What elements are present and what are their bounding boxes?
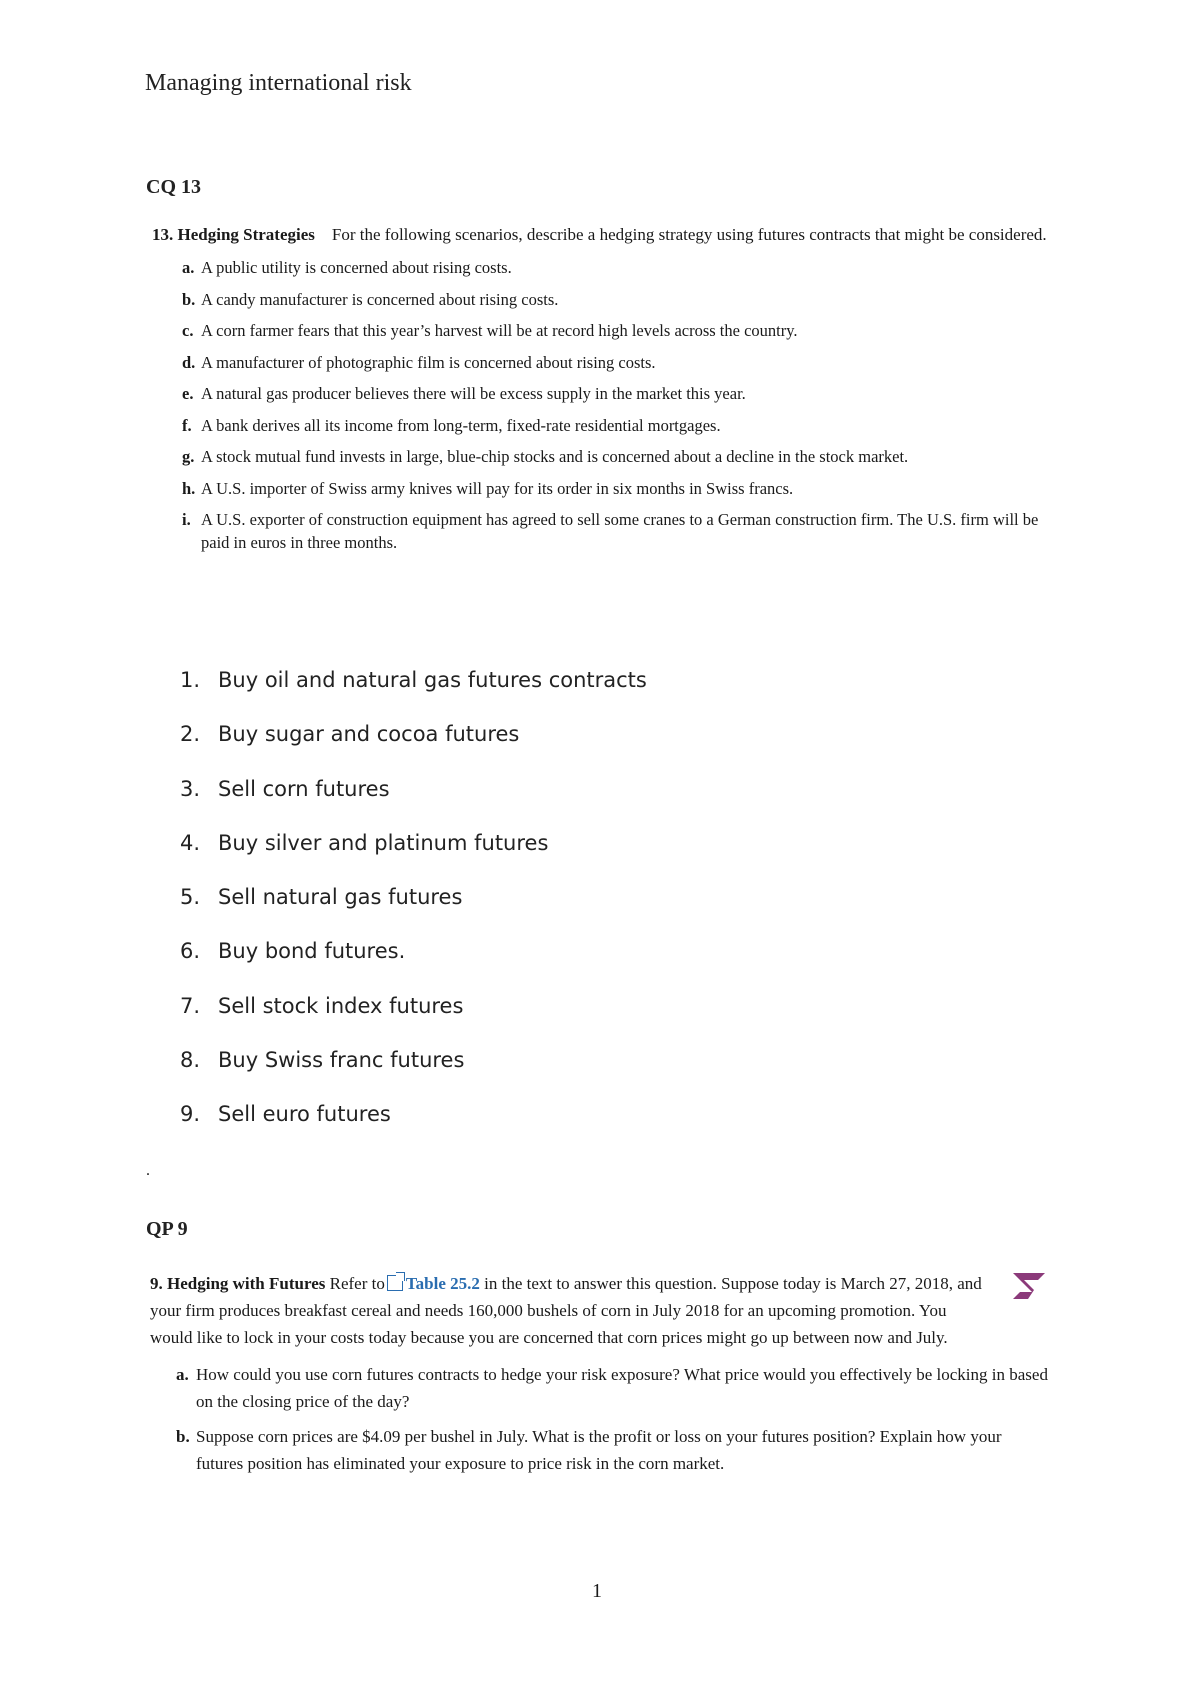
scenario-text: A manufacturer of photographic film is concerned about rising costs. (201, 352, 656, 372)
scenario-letter: i. (182, 510, 191, 529)
answer-text: Buy sugar and cocoa futures (218, 722, 520, 747)
subquestion-text: How could you use corn futures contracts to hedge your risk exposure? What price would you effectively be locking in based on the closing price of the day? (196, 1365, 1048, 1411)
scenario-item (182, 382, 1062, 405)
subquestion-list (150, 1361, 1050, 1477)
section-heading-cq13: CQ 13 (146, 176, 201, 198)
answer-text: Sell natural gas futures (218, 885, 463, 910)
scenario-letter: g. (182, 447, 195, 466)
question-text-rest: 27, 2018, and your firm produces breakfast cereal and needs 160,000 bushels of corn in July 2018 for an upcoming promotion. You would like to lock in your costs today because you are concerned that corn prices might go up between now and July. (150, 1274, 982, 1347)
scenario-item (182, 288, 1062, 311)
answer-item (180, 666, 647, 720)
answer-item (180, 883, 647, 937)
scenario-letter: a. (182, 258, 195, 277)
question-title: Hedging Strategies (177, 225, 315, 244)
scenario-letter: f. (182, 415, 192, 435)
scenario-text: A bank derives all its income from long-term, fixed-rate residential mortgages. (201, 415, 721, 435)
scenario-text: A corn farmer fears that this year’s harvest will be at record high levels across the country. (201, 321, 798, 340)
subquestion-letter: b. (176, 1427, 190, 1446)
answer-text: Sell corn futures (218, 776, 390, 801)
question-9 (150, 1270, 1050, 1485)
scenario-text: A U.S. importer of Swiss army knives will pay for its order in six months in Swiss francs. (201, 478, 794, 498)
answer-item (180, 720, 647, 774)
answer-text: Buy bond futures. (218, 939, 406, 964)
document-title: Managing international risk (145, 70, 412, 96)
answer-text: Sell euro futures (218, 1102, 391, 1127)
answer-text: Buy silver and platinum futures (218, 830, 549, 855)
scenario-item (182, 256, 1062, 279)
answer-text: Buy Swiss franc futures (218, 1048, 465, 1073)
answer-number: 8. (180, 1048, 201, 1073)
scenario-letter: c. (182, 321, 194, 340)
trailing-mark: . (146, 1162, 150, 1179)
scenario-item (182, 477, 1062, 500)
answer-text: Sell stock index futures (218, 993, 464, 1018)
scenario-text: A public utility is concerned about rising costs. (201, 258, 512, 277)
table-link[interactable]: Table 25.2 (405, 1274, 480, 1293)
question-number: 9. (150, 1274, 163, 1293)
scenario-text: A candy manufacturer is concerned about rising costs. (201, 289, 559, 309)
answer-number: 2. (180, 722, 201, 747)
scenario-item (182, 445, 1062, 468)
question-13-stem (152, 222, 1062, 248)
answer-item (180, 829, 647, 883)
question-9-stem (150, 1270, 1050, 1351)
question-number: 13. (152, 225, 174, 244)
answer-item (180, 1046, 647, 1100)
section-heading-qp9: QP 9 (146, 1218, 188, 1240)
answer-number: 6. (180, 939, 201, 964)
answer-number: 3. (180, 776, 201, 801)
scenario-letter: d. (182, 352, 196, 372)
answer-number: 5. (180, 885, 201, 910)
scenario-text: A stock mutual fund invests in large, blue-chip stocks and is concerned about a decline in the stock market. (201, 447, 909, 466)
subquestion-item (176, 1361, 1050, 1415)
scenario-text: A natural gas producer believes there will be excess supply in the market this year. (201, 384, 746, 403)
question-text-line1: in the text to answer this question. Suppose today is March (484, 1274, 885, 1293)
scenario-item (182, 508, 1062, 554)
answer-number: 7. (180, 993, 201, 1018)
subquestion-letter: a. (176, 1365, 189, 1384)
answer-text: Buy oil and natural gas futures contracts (218, 668, 647, 692)
answer-item (180, 1100, 647, 1154)
question-title: Hedging with Futures (167, 1274, 326, 1293)
scenario-list (152, 256, 1062, 554)
answer-item (180, 937, 647, 991)
scenario-letter: b. (182, 289, 196, 309)
answer-number: 4. (180, 830, 201, 855)
answer-item (180, 775, 647, 829)
scenario-item (182, 351, 1062, 374)
answer-number: 9. (180, 1102, 201, 1127)
answer-number: 1. (180, 668, 201, 692)
subquestion-item (176, 1423, 1050, 1477)
subquestion-text: Suppose corn prices are $4.09 per bushel in July. What is the profit or loss on your futures position? Explain how your futures position has eliminated your exposure to price risk in the corn market. (196, 1427, 1002, 1473)
scenario-letter: h. (182, 478, 196, 498)
scenario-item (182, 414, 1062, 437)
answer-list (180, 666, 647, 1155)
answer-item (180, 992, 647, 1046)
page-number: 1 (592, 1580, 602, 1602)
question-text: For the following scenarios, describe a hedging strategy using futures contracts that might be considered. (331, 225, 1047, 244)
external-link-icon[interactable] (387, 1275, 403, 1291)
scenario-letter: e. (182, 384, 194, 403)
refer-prefix: Refer to (329, 1274, 385, 1293)
scenario-text: A U.S. exporter of construction equipment has agreed to sell some cranes to a German construction firm. The U.S. firm will be paid in euros in three months. (201, 510, 1039, 552)
question-13 (152, 222, 1062, 563)
scenario-item (182, 319, 1062, 342)
